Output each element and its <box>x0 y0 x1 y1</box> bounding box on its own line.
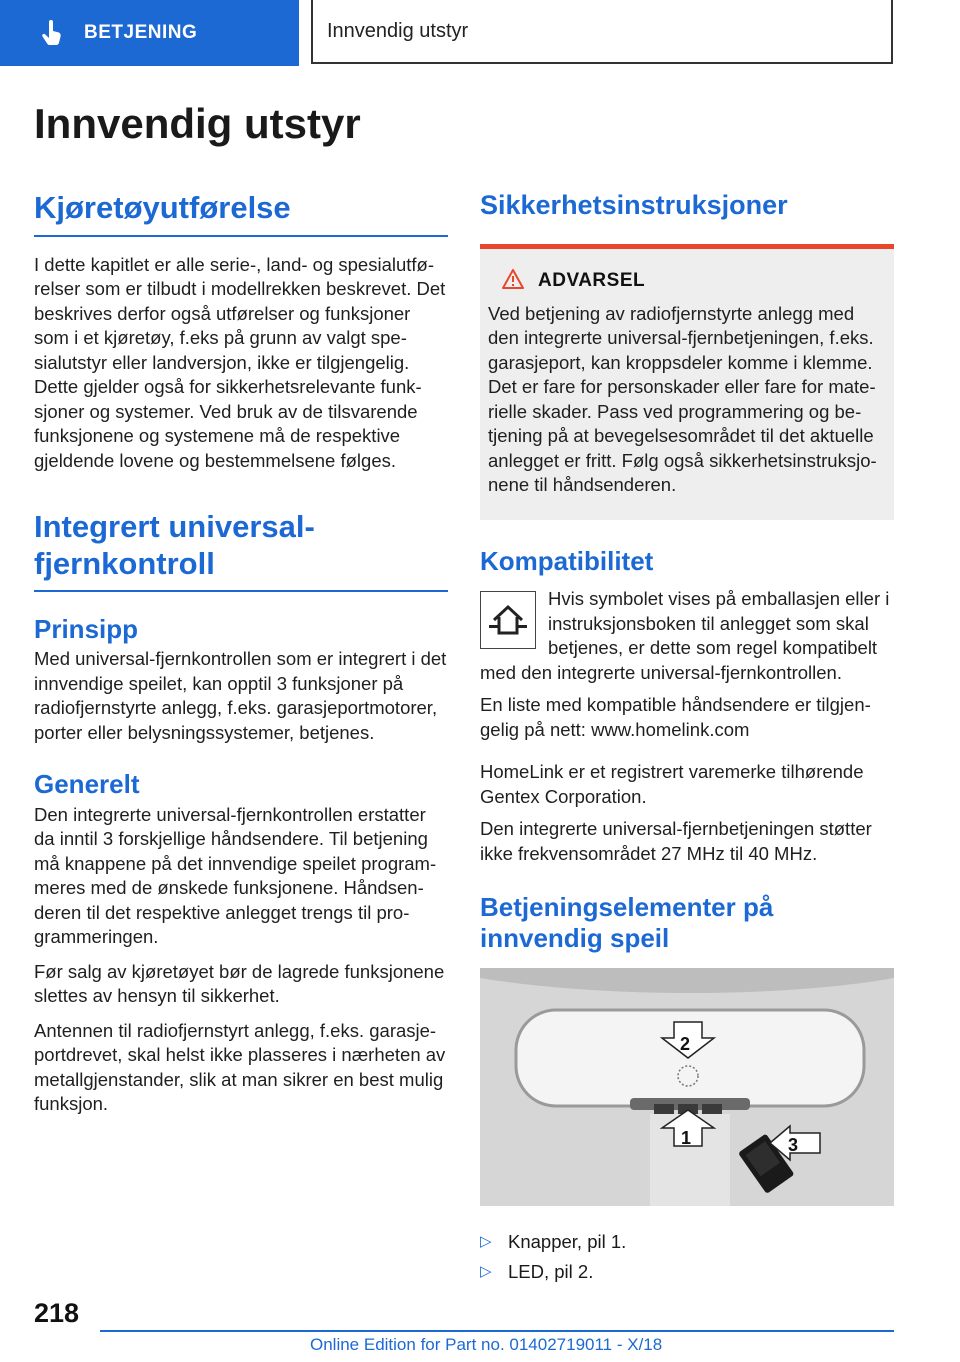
section-tab[interactable] <box>0 0 299 66</box>
footer-divider <box>100 1330 894 1332</box>
heading-kjoretoyutforelse: Kjøretøyutførelse <box>34 190 448 237</box>
triangle-bullet-icon: ▷ <box>480 1263 492 1281</box>
arrow-1-label: 1 <box>681 1128 692 1149</box>
right-column <box>480 190 894 1290</box>
triangle-bullet-icon: ▷ <box>480 1233 492 1251</box>
heading-generelt: Generelt <box>34 769 140 800</box>
warning-text: Ved betjening av radiofjernstyrte anlegg med den integrerte universal-fjernbetjeningen, f.eks. garasjeport, kan kroppsdeler komme i klemme. Det er fare for personskader eller fare for materielle skader. Pass ved programmering og betjening på at bevegelsesområdet til det aktuelle anlegget er fritt. Følg også sikkerhetsinstruksjonene til håndsenderen. <box>488 302 877 496</box>
compat-text-1: Hvis symbolet vises på emballasjen eller i instruksjonsboken til anlegget som skal betjenes, er dette som regel kompatibelt med den integrerte universal-fjernkontrollen. <box>480 588 890 683</box>
page-title: Innvendig utstyr <box>34 100 361 147</box>
arrow-2-label: 2 <box>680 1034 691 1055</box>
bullet-text-knapper: Knapper, pil 1. <box>508 1231 627 1253</box>
bullet-list <box>480 1230 894 1284</box>
warning-box <box>480 244 894 520</box>
generelt-text-1: Den integrerte universal-fjernkontrollen erstatter da inntil 3 forskjellige håndsendere. Til betjening må knappene på det innvendige speilet programmeres med de ønskede funksjonene. Håndsenderen til det respektive anlegget trengs til programmeringen. <box>34 803 437 948</box>
heading-kompatibilitet: Kompatibilitet <box>480 545 654 576</box>
homelink-house-icon <box>480 591 536 649</box>
compat-text-3: HomeLink er et registrert varemerke tilhørende Gentex Corporation. <box>480 761 864 807</box>
header-bar <box>0 0 960 66</box>
heading-integrert: Integrert universal-fjernkontroll <box>34 509 448 592</box>
compat-block <box>480 587 894 685</box>
warning-header <box>502 269 886 294</box>
list-item <box>480 1230 894 1254</box>
generelt-text-2: Før salg av kjøretøyet bør de lagrede funksjonene slettes av hensyn til sikkerhet. <box>34 960 445 1007</box>
compat-text-2: En liste med kompatible håndsendere er tilgjengelig på nett: www.homelink.com <box>480 694 871 740</box>
compat-text-4: Den integrerte universal-fjernbetjeningen støtter ikke frekvensområdet 27 MHz til 40 MHz. <box>480 818 872 864</box>
heading-sikkerhet: Sikkerhetsinstruksjoner <box>480 190 788 220</box>
footer-edition-text: Online Edition for Part no. 01402719011 - X/18 <box>310 1335 663 1354</box>
warning-title: ADVARSEL <box>538 270 646 292</box>
bullet-text-led: LED, pil 2. <box>508 1261 594 1283</box>
list-item <box>480 1260 894 1284</box>
heading-betjeningselementer: Betjeningselementer på innvendig speil <box>480 892 774 954</box>
page-number: 218 <box>34 1298 80 1328</box>
mirror-illustration <box>480 968 894 1206</box>
warning-triangle-icon <box>502 269 524 294</box>
kjoretoy-text: I dette kapitlet er alle serie-, land- og spesialutførelser som er tilbudt i modellrekken beskrevet. Det beskrives derfor også utførelser og funksjoner som i et kjøretøy, f.eks på grunn av valgt spesialutstyr eller landversjon, ikke er tilgjengelig. Dette gjelder også for sikkerhetsrelevante funksjoner og systemer. Ved bruk av de tilsvarende funksjonene og systemene må de respektive gjeldende lovene og bestemmelsene følges. <box>34 253 446 471</box>
section-label: BETJENING <box>84 22 198 43</box>
left-column <box>34 190 448 1117</box>
heading-prinsipp: Prinsipp <box>34 614 139 645</box>
arrow-3-label: 3 <box>788 1135 799 1156</box>
chapter-tab[interactable] <box>311 0 893 64</box>
touch-hand-icon <box>40 20 66 46</box>
chapter-label: Innvendig utstyr <box>327 19 469 42</box>
generelt-text-3: Antennen til radiofjernstyrt anlegg, f.eks. garasjeportdrevet, skal helst ikke plasseres i nærheten av metallgjenstander, slik at man sikrer en best mulig funksjon. <box>34 1019 446 1115</box>
prinsipp-text: Med universal-fjernkontrollen som er integrert i det innvendige speilet, kan opptil 3 funksjoner på radiofjernstyrte anlegg, f.eks. garasjeportmotorer, porter eller belysningssystemer, betjenes. <box>34 648 447 743</box>
